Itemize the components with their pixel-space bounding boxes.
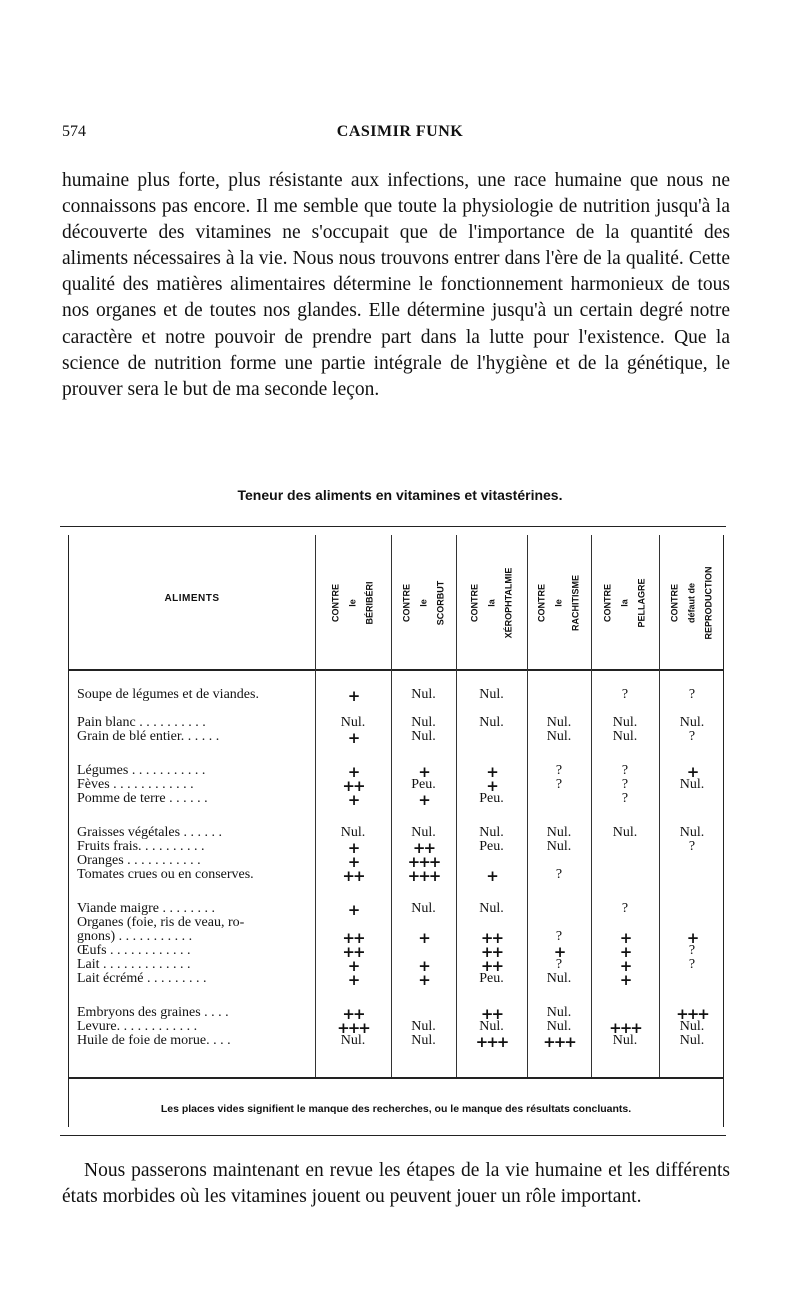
- table-cell: ?: [555, 929, 563, 944]
- table-cell: ?: [688, 839, 696, 854]
- table-cell: ++: [480, 943, 503, 961]
- table-cell: Nul.: [411, 1019, 436, 1034]
- table-cell: ++: [412, 839, 435, 857]
- table-cell: Nul.: [340, 715, 366, 730]
- table-cell: ++: [342, 1005, 364, 1023]
- table-cell: +: [347, 853, 359, 871]
- table-cell: Nul.: [411, 825, 436, 840]
- table-cell: ?: [688, 943, 696, 958]
- table-cell: ++: [342, 943, 364, 961]
- column-header-label: CONTRE le BÉRIBÉRI: [330, 581, 375, 625]
- table-cell: +: [553, 943, 565, 961]
- vitamin-table-body: [68, 535, 724, 1127]
- table-cell: +: [418, 971, 429, 989]
- running-head: CASIMIR FUNK: [336, 123, 464, 140]
- table-cell: +: [347, 729, 359, 747]
- aliments-header: ALIMENTS: [164, 593, 220, 604]
- table-cell: Nul.: [546, 715, 572, 730]
- column-header-reproduction: [659, 535, 725, 671]
- table-cell: +: [686, 929, 698, 947]
- column-header-label: CONTRE défaut de REPRODUCTION: [669, 566, 714, 640]
- table-cell: Nul.: [411, 901, 436, 916]
- table-cell: ?: [621, 687, 629, 702]
- table-cell: +++: [543, 1033, 575, 1051]
- vitamin-table: [60, 526, 726, 1136]
- table-cell: +: [619, 957, 631, 975]
- food-name: gnons) . . . . . . . . . . .: [77, 929, 193, 944]
- table-cell: Nul.: [340, 825, 366, 840]
- food-name: Organes (foie, ris de veau, ro-: [77, 915, 245, 930]
- table-cell: +++: [475, 1033, 508, 1051]
- table-cell: +: [418, 791, 429, 809]
- table-cell: +++: [609, 1019, 641, 1037]
- table-cell: ?: [555, 777, 563, 792]
- table-cell: +: [347, 791, 359, 809]
- column-header-label: CONTRE la PELLAGRE: [602, 578, 647, 628]
- table-cell: Nul.: [612, 729, 638, 744]
- food-name: Fèves . . . . . . . . . . . .: [77, 777, 194, 792]
- table-cell: Nul.: [679, 825, 705, 840]
- food-name: Tomates crues ou en conserves.: [77, 867, 254, 882]
- table-cell: +++: [337, 1019, 369, 1037]
- table-cell: Nul.: [411, 687, 436, 702]
- table-cell: Nul.: [546, 825, 572, 840]
- table-cell: Nul.: [546, 971, 572, 986]
- food-name: Soupe de légumes et de viandes.: [77, 687, 259, 702]
- table-cell: +: [486, 763, 497, 781]
- table-cell: +: [347, 687, 359, 705]
- column-header-label: CONTRE la XÉROPHTALMIE: [469, 567, 513, 639]
- food-name: Grain de blé entier. . . . . .: [77, 729, 220, 744]
- food-name: Fruits frais. . . . . . . . . .: [77, 839, 205, 854]
- table-cell: ++: [342, 777, 364, 795]
- body-paragraph: humaine plus forte, plus résistante aux infections, une race humaine que nous ne connaissons pas encore. Il me semble que toute la physiologie de nutrition jusqu'à la découverte des vitamines ne s'occupait que de l'importance de la quantité des aliments nécessaires à la vie. Nous nous trouvons entrer dans l'ère de la qualité. Cette qualité des matières alimentaires détermine le fonctionnement harmonieux de tous nos organes et de toutes nos glandes. Elle détermine jusqu'à un certain degré notre caractère et notre pouvoir de prendre part dans la lutte pour l'existence. Que la science de nutrition forme une partie intégrale de l'hygiène et de la génétique, le prouver sera le but de ma seconde leçon.: [62, 170, 730, 400]
- table-cell: Nul.: [546, 1005, 572, 1020]
- table-cell: Peu.: [479, 839, 504, 854]
- table-cell: ?: [621, 763, 629, 778]
- table-cell: Nul.: [546, 1019, 572, 1034]
- table-cell: Nul.: [679, 1019, 705, 1034]
- table-cell: ++: [480, 957, 503, 975]
- column-header-xerophtalmie: [456, 535, 527, 671]
- table-cell: +: [347, 901, 359, 919]
- table-cell: +: [347, 971, 359, 989]
- column-header-pellagre: [591, 535, 659, 671]
- table-cell: Peu.: [479, 971, 504, 986]
- food-name: Oranges . . . . . . . . . . .: [77, 853, 201, 868]
- table-cell: +: [486, 867, 497, 885]
- table-cell: ?: [621, 777, 629, 792]
- table-cell: ?: [621, 791, 629, 806]
- food-name: Levure. . . . . . . . . . . .: [77, 1019, 198, 1034]
- table-cell: ?: [688, 687, 696, 702]
- table-cell: Nul.: [612, 825, 638, 840]
- food-name: Lait écrémé . . . . . . . . .: [77, 971, 207, 986]
- table-cell: +++: [407, 867, 440, 885]
- table-cell: ?: [555, 957, 563, 972]
- table-cell: +++: [407, 853, 440, 871]
- table-cell: ?: [555, 763, 563, 778]
- body-paragraph: Nous passerons maintenant en revue les étapes de la vie humaine et les différents états morbides où les vitamines jouent ou peuvent jouer un rôle important.: [62, 1160, 730, 1208]
- table-cell: Nul.: [546, 729, 572, 744]
- table-cell: +: [418, 929, 429, 947]
- table-cell: ++: [342, 867, 364, 885]
- table-cell: +: [686, 763, 698, 781]
- table-cell: ++: [342, 929, 364, 947]
- food-name: Pomme de terre . . . . . .: [77, 791, 208, 806]
- food-name: Viande maigre . . . . . . . .: [77, 901, 215, 916]
- table-cell: +: [347, 839, 359, 857]
- table-cell: +: [418, 957, 429, 975]
- table-cell: ++: [480, 929, 503, 947]
- table-cell: +: [619, 943, 631, 961]
- column-header-scorbut: [391, 535, 456, 671]
- column-header-label: CONTRE le RACHITISME: [536, 575, 581, 631]
- table-cell: ++: [480, 1005, 503, 1023]
- column-header-rachitisme: [527, 535, 591, 671]
- food-name: Légumes . . . . . . . . . . .: [77, 763, 206, 778]
- table-cell: Nul.: [479, 1019, 504, 1034]
- table-cell: Nul.: [479, 715, 504, 730]
- column-header-beriberi: [315, 535, 391, 671]
- table-cell: ?: [688, 957, 696, 972]
- table-cell: Nul.: [546, 839, 572, 854]
- food-name: Lait . . . . . . . . . . . . .: [77, 957, 191, 972]
- table-cell: Nul.: [679, 715, 705, 730]
- food-name: Pain blanc . . . . . . . . . .: [77, 715, 206, 730]
- table-cell: +: [347, 957, 359, 975]
- table-caption: Teneur des aliments en vitamines et vitastérines.: [237, 487, 563, 503]
- food-name: Huile de foie de morue. . . .: [77, 1033, 231, 1048]
- table-cell: Nul.: [679, 777, 705, 792]
- column-header-label: CONTRE le SCORBUT: [401, 580, 445, 626]
- table-cell: Peu.: [479, 791, 504, 806]
- table-cell: +: [486, 777, 497, 795]
- table-cell: +++: [676, 1005, 708, 1023]
- table-cell: Nul.: [411, 1033, 436, 1048]
- table-cell: Nul.: [411, 729, 436, 744]
- page-number: 574: [62, 123, 86, 140]
- table-cell: Peu.: [411, 777, 436, 792]
- table-cell: Nul.: [679, 1033, 705, 1048]
- table-cell: Nul.: [612, 715, 638, 730]
- table-cell: ?: [621, 901, 629, 916]
- table-cell: Nul.: [411, 715, 436, 730]
- food-name: Œufs . . . . . . . . . . . .: [77, 943, 191, 958]
- table-footnote: Les places vides signifient le manque des recherches, ou le manque des résultats concluants.: [160, 1103, 632, 1115]
- table-cell: Nul.: [479, 901, 504, 916]
- table-cell: +: [418, 763, 429, 781]
- table-cell: ?: [555, 867, 563, 882]
- table-cell: +: [619, 929, 631, 947]
- food-name: Embryons des graines . . . .: [77, 1005, 229, 1020]
- table-cell: ?: [688, 729, 696, 744]
- footer-rule: [69, 1077, 723, 1079]
- table-cell: Nul.: [612, 1033, 638, 1048]
- table-cell: Nul.: [479, 825, 504, 840]
- table-cell: Nul.: [340, 1033, 366, 1048]
- table-cell: +: [619, 971, 631, 989]
- table-cell: Nul.: [479, 687, 504, 702]
- food-name: Graisses végétales . . . . . .: [77, 825, 223, 840]
- table-cell: +: [347, 763, 359, 781]
